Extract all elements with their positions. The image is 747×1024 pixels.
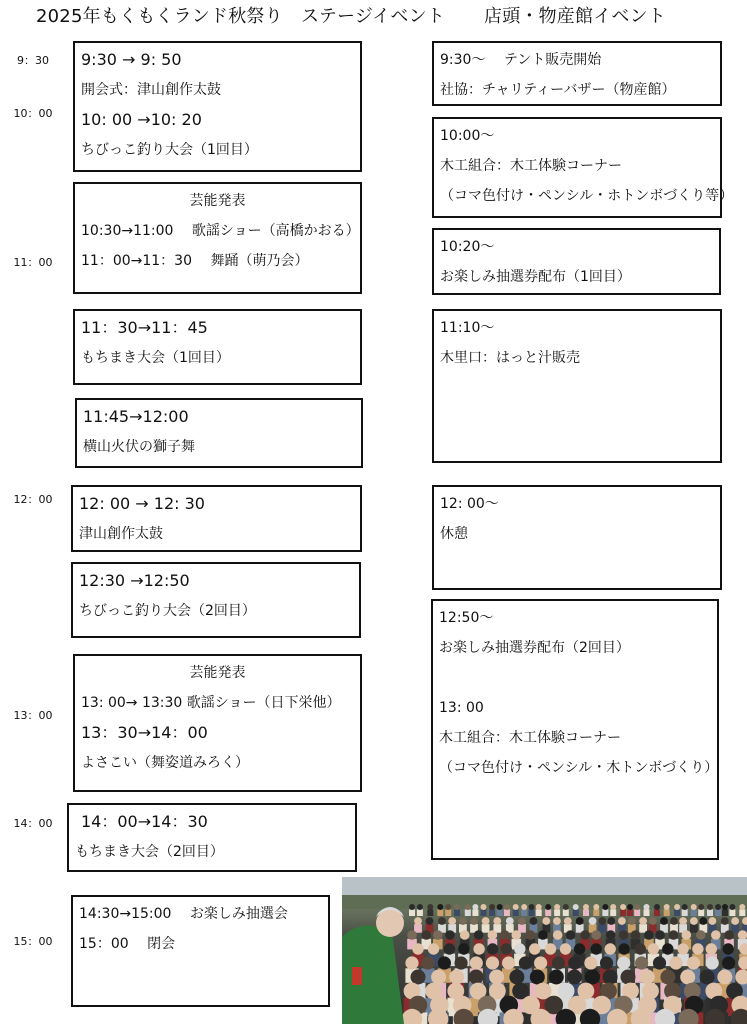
crowd-figure-head xyxy=(448,917,456,925)
shop-line: 12:50～ xyxy=(439,610,494,626)
crowd-figure-head xyxy=(409,904,415,910)
crowd-figure-head xyxy=(521,904,527,910)
shop-line: 社協：チャリティーバザー（物産館） xyxy=(440,82,676,98)
crowd-figure-head xyxy=(680,970,695,985)
time-label-1500: 15：00 xyxy=(13,935,53,948)
crowd-figure-head xyxy=(677,943,688,954)
crowd-figure-body xyxy=(620,909,626,916)
stage-block-mochimaki-1 xyxy=(73,309,362,385)
shop-line: 9:30～ テント販売開始 xyxy=(440,52,602,68)
crowd-figure-head xyxy=(691,904,697,910)
crowd-figure-body xyxy=(497,909,503,916)
crowd-figure-head xyxy=(554,904,560,910)
crowd-figure-head xyxy=(529,904,535,910)
crowd-figure-head xyxy=(699,917,707,925)
crowd-figure-body xyxy=(698,909,704,916)
crowd-figure-head xyxy=(422,930,432,940)
crowd-figure-body xyxy=(545,909,551,916)
crowd-figure-body xyxy=(593,909,599,916)
stage-block-taiko xyxy=(71,485,362,552)
crowd-figure-head xyxy=(618,917,626,925)
crowd-figure-head xyxy=(513,904,519,910)
crowd-figure-head xyxy=(417,904,423,910)
crowd-figure-head xyxy=(509,970,524,985)
crowd-figure-head xyxy=(618,943,629,954)
shop-line: 11:10～ xyxy=(440,320,495,336)
shop-block-tent-sales xyxy=(432,41,722,106)
crowd-figure-head xyxy=(690,917,698,925)
shop-line: 木工組合：木工体験コーナー xyxy=(440,158,622,174)
crowd-figure-head xyxy=(639,917,647,925)
crowd-figure-head xyxy=(458,943,469,954)
crowd-figure-head xyxy=(433,930,443,940)
crowd-figure-head xyxy=(482,917,490,925)
time-label-0930: 9：30 xyxy=(17,54,49,67)
crowd-figure-head xyxy=(542,917,550,925)
stage-block-shishimai xyxy=(75,398,363,468)
crowd-figure-head xyxy=(526,930,536,940)
crowd-figure-head xyxy=(445,904,451,910)
crowd-figure-head xyxy=(648,943,659,954)
stage-block-fishing-2 xyxy=(71,562,361,638)
crowd-figure-head xyxy=(500,930,510,940)
crowd-figure-head xyxy=(472,904,478,910)
crowd-figure-body xyxy=(529,909,535,916)
shop-line: 休憩 xyxy=(440,526,468,542)
crowd-figure-head xyxy=(692,943,703,954)
crowd-figure-head xyxy=(455,956,468,969)
crowd-figure-head xyxy=(530,917,538,925)
crowd-figure-head xyxy=(649,917,657,925)
crowd-figure-head xyxy=(566,930,576,940)
stage-line: 開会式：津山創作太鼓 xyxy=(81,82,221,98)
crowd-figure-head xyxy=(574,943,585,954)
crowd-figure-head xyxy=(469,970,484,985)
crowd-figure-body xyxy=(731,924,739,933)
stage-line: ちびっこ釣り大会（1回目） xyxy=(81,142,258,158)
crowd-figure-head xyxy=(669,956,682,969)
crowd-figure-head xyxy=(644,904,650,910)
crowd-figure-head xyxy=(504,904,510,910)
stage-block-mochimaki-2 xyxy=(67,803,357,872)
stage-line: 10:30→11:00 歌謡ショー（高橋かおる） xyxy=(81,223,360,239)
crowd-figure-head xyxy=(474,930,484,940)
crowd-figure-body xyxy=(682,909,688,916)
crowd-figure-body xyxy=(602,909,608,916)
crowd-figure-body xyxy=(489,909,495,916)
shop-line: 10:00～ xyxy=(440,128,495,144)
shop-line: 12: 00～ xyxy=(440,496,499,512)
shop-line: （コマ色付け・ペンシル・木トンボづくり） xyxy=(439,760,719,776)
crowd-figure-head xyxy=(437,904,443,910)
crowd-figure-head xyxy=(553,930,563,940)
crowd-figure-head xyxy=(600,956,613,969)
time-label-1100: 11：00 xyxy=(13,256,53,269)
crowd-figure-head xyxy=(421,956,434,969)
crowd-figure-body xyxy=(707,909,713,916)
crowd-figure-head xyxy=(563,904,569,910)
crowd-figure-head xyxy=(487,943,498,954)
crowd-figure-body xyxy=(739,909,745,916)
crowd-figure-head xyxy=(606,930,616,940)
crowd-figure-head xyxy=(501,943,512,954)
stage-title: 2025年もくもくランド秋祭り ステージイベント xyxy=(36,6,445,27)
crowd-figure-body xyxy=(482,924,490,933)
crowd-figure-body xyxy=(513,909,519,916)
stage-block-opening xyxy=(73,41,362,172)
crowd-figure-body xyxy=(554,909,560,916)
crowd-figure-body xyxy=(563,909,569,916)
stage-line: 10: 00 →10: 20 xyxy=(81,110,202,129)
crowd-figure-head xyxy=(631,930,641,940)
crowd-figure-head xyxy=(635,943,646,954)
crowd-figure-head xyxy=(552,956,565,969)
crowd-figure-head xyxy=(426,917,434,925)
crowd-figure-head xyxy=(620,904,626,910)
crowd-figure-head xyxy=(662,943,673,954)
time-label-1200: 12：00 xyxy=(13,493,53,506)
crowd-figure-head xyxy=(722,904,728,910)
stage-line: 11：30→11：45 xyxy=(81,318,208,337)
crowd-figure-head xyxy=(427,904,433,910)
crowd-figure-head xyxy=(700,970,715,985)
crowd-figure-head xyxy=(628,917,636,925)
crowd-figure-head xyxy=(644,930,654,940)
crowd-figure-head xyxy=(481,904,487,910)
crowd-figure-body xyxy=(573,909,579,916)
crowd-figure-head xyxy=(660,917,668,925)
crowd-figure-head xyxy=(412,943,423,954)
shop-block-afternoon xyxy=(431,599,719,860)
crowd-figure-head xyxy=(558,983,575,1000)
stage-line: 11：00→11：30 舞踊（萌乃会） xyxy=(81,253,309,269)
crowd-figure-head xyxy=(711,930,721,940)
stage-block-performances-1 xyxy=(73,182,362,294)
stage-block-heading: 芸能発表 xyxy=(189,665,246,681)
crowd-figure-head xyxy=(514,943,525,954)
crowd-figure-head xyxy=(721,917,729,925)
crowd-figure-head xyxy=(493,917,501,925)
festival-crowd-photo xyxy=(342,877,747,1024)
shop-title: 店頭・物産館イベント xyxy=(484,6,666,27)
crowd-figure-head xyxy=(534,956,547,969)
crowd-figure-head xyxy=(589,917,597,925)
stage-line: 9:30 → 9: 50 xyxy=(81,50,182,69)
crowd-figure-body xyxy=(722,909,728,916)
crowd-figure-head xyxy=(653,956,666,969)
crowd-figure-head xyxy=(449,970,464,985)
crowd-figure-head xyxy=(660,970,675,985)
stage-line: 12: 00 → 12: 30 xyxy=(79,494,205,513)
crowd-figure-body xyxy=(610,909,616,916)
shop-line: 13: 00 xyxy=(439,700,484,716)
stage-line: よさこい（舞姿道みろく） xyxy=(81,755,249,771)
crowd-figure-body xyxy=(445,909,451,916)
crowd-figure-body xyxy=(729,909,735,916)
crowd-figure-head xyxy=(573,904,579,910)
crowd-figure-head xyxy=(431,970,446,985)
crowd-figure-head xyxy=(414,917,422,925)
crowd-figure-head xyxy=(438,917,446,925)
crowd-figure-body xyxy=(437,909,443,916)
crowd-figure-body xyxy=(409,909,415,916)
crowd-figure-head xyxy=(460,930,470,940)
crowd-figure-head xyxy=(489,970,504,985)
crowd-figure-head xyxy=(634,904,640,910)
crowd-figure-head xyxy=(585,970,600,985)
crowd-figure-head xyxy=(549,970,564,985)
crowd-figure-body xyxy=(654,909,660,916)
crowd-figure-head xyxy=(696,930,706,940)
crowd-figure-head xyxy=(560,943,571,954)
crowd-figure-head xyxy=(682,904,688,910)
crowd-figure-head xyxy=(580,930,590,940)
crowd-figure-body xyxy=(472,909,478,916)
shop-block-woodwork-1 xyxy=(432,117,734,218)
crowd-figure-head xyxy=(583,904,589,910)
crowd-figure-body xyxy=(664,909,670,916)
crowd-figure-head xyxy=(470,917,478,925)
crowd-figure-head xyxy=(405,956,418,969)
stage-line: 津山創作太鼓 xyxy=(79,526,163,542)
stage-line: もちまき大会（2回目） xyxy=(75,844,224,860)
crowd-figure-head xyxy=(489,904,495,910)
crowd-figure-body xyxy=(414,924,422,933)
crowd-figure-head xyxy=(411,970,426,985)
crowd-figure-head xyxy=(592,930,602,940)
crowd-figure-head xyxy=(724,930,734,940)
crowd-figure-head xyxy=(742,917,747,925)
crowd-figure-head xyxy=(593,904,599,910)
crowd-figure-head xyxy=(707,904,713,910)
crowd-figure-head xyxy=(591,943,602,954)
crowd-figure-head xyxy=(621,970,636,985)
crowd-figure-head xyxy=(698,904,704,910)
crowd-figure-head xyxy=(538,930,548,940)
crowd-figure-head xyxy=(738,930,747,940)
crowd-figure-head xyxy=(470,956,483,969)
shop-block-hattojiru xyxy=(432,309,722,463)
crowd-figure-head xyxy=(717,970,732,985)
crowd-figure-head xyxy=(444,943,455,954)
crowd-figure-head xyxy=(670,917,678,925)
shop-line: 木工組合：木工体験コーナー xyxy=(439,730,621,746)
crowd-figure-head xyxy=(428,943,439,954)
crowd-figure-head xyxy=(731,917,739,925)
crowd-figure-head xyxy=(706,956,719,969)
crowd-figure-body xyxy=(417,909,423,916)
shop-line-spacer xyxy=(439,663,711,693)
crowd-figure-body xyxy=(521,909,527,916)
crowd-figure-head xyxy=(715,904,721,910)
crowd-illustration xyxy=(342,877,747,1024)
crowd-figure-head xyxy=(687,956,700,969)
stage-block-performances-2 xyxy=(73,654,362,792)
crowd-figure-head xyxy=(709,917,717,925)
stage-line: 15：00 閉会 xyxy=(79,936,176,952)
stage-line: 14:30→15:00 お楽しみ抽選会 xyxy=(79,906,288,922)
crowd-figure-head xyxy=(605,943,616,954)
crowd-figure-head xyxy=(438,956,451,969)
crowd-figure-head xyxy=(669,930,679,940)
time-label-1000: 10：00 xyxy=(13,107,53,120)
shop-line: （コマ色付け・ペンシル・ホトンボづくり等） xyxy=(440,188,734,204)
stage-line: もちまき大会（1回目） xyxy=(81,350,230,366)
crowd-figure-head xyxy=(602,904,608,910)
crowd-figure-head xyxy=(536,904,542,910)
shop-line: 10:20～ xyxy=(440,239,495,255)
crowd-figure-head xyxy=(488,930,498,940)
crowd-figure-head xyxy=(445,930,455,940)
crowd-figure-head xyxy=(529,943,540,954)
crowd-figure-head xyxy=(640,970,655,985)
crowd-figure-head xyxy=(655,930,665,940)
crowd-figure-head xyxy=(545,943,556,954)
crowd-figure-head xyxy=(617,956,630,969)
crowd-figure-head xyxy=(407,930,417,940)
crowd-figure-head xyxy=(497,904,503,910)
crowd-figure-head xyxy=(610,904,616,910)
crowd-figure-head xyxy=(635,956,648,969)
stage-block-closing xyxy=(71,895,330,1007)
crowd-figure-body xyxy=(536,909,542,916)
crowd-figure-head xyxy=(459,917,467,925)
crowd-figure-head xyxy=(518,917,526,925)
crowd-figure-body xyxy=(691,909,697,916)
crowd-figure-head xyxy=(682,930,692,940)
crowd-figure-body xyxy=(690,924,698,933)
stage-line: 11:45→12:00 xyxy=(83,407,189,426)
crowd-figure-head xyxy=(723,943,734,954)
crowd-figure-body xyxy=(598,924,606,933)
shop-block-break xyxy=(432,485,722,590)
shop-line: 木里口：はっと汁販売 xyxy=(440,350,580,366)
crowd-figure-body xyxy=(504,909,510,916)
crowd-figure-head xyxy=(619,930,629,940)
crowd-figure-head xyxy=(664,904,670,910)
crowd-figure-body xyxy=(427,909,433,916)
stage-block-heading: 芸能発表 xyxy=(189,193,246,209)
stage-line: 14：00→14：30 xyxy=(81,812,208,831)
crowd-figure-head xyxy=(506,917,514,925)
crowd-figure-head xyxy=(553,917,561,925)
stage-line: 12:30 →12:50 xyxy=(79,571,190,590)
crowd-figure-body xyxy=(715,909,721,916)
time-label-1300: 13：00 xyxy=(13,709,53,722)
crowd-figure-head xyxy=(564,917,572,925)
crowd-figure-head xyxy=(576,917,584,925)
crowd-figure-head xyxy=(627,904,633,910)
crowd-figure-head xyxy=(654,904,660,910)
crowd-figure-body xyxy=(583,909,589,916)
crowd-figure-head xyxy=(530,970,545,985)
shop-block-lottery-ticket-1 xyxy=(432,228,721,295)
crowd-figure-body xyxy=(454,909,460,916)
crowd-figure-body xyxy=(674,909,680,916)
crowd-figure-body xyxy=(465,909,471,916)
crowd-figure-head xyxy=(465,904,471,910)
stage-line: 13：30→14：00 xyxy=(81,723,208,742)
crowd-figure-head xyxy=(722,956,735,969)
stage-line: 横山火伏の獅子舞 xyxy=(83,439,195,455)
crowd-figure-head xyxy=(729,904,735,910)
crowd-figure-head xyxy=(679,917,687,925)
crowd-figure-head xyxy=(535,983,552,1000)
crowd-figure-body xyxy=(634,909,640,916)
crowd-figure-head xyxy=(512,930,522,940)
crowd-figure-head xyxy=(486,956,499,969)
crowd-figure-head xyxy=(674,904,680,910)
shop-line: お楽しみ抽選券配布（2回目） xyxy=(439,640,630,656)
crowd-figure-head xyxy=(545,904,551,910)
stage-line: 13: 00→ 13:30 歌謡ショー（日下栄他） xyxy=(81,695,341,711)
crowd-figure-head xyxy=(598,917,606,925)
crowd-figure-head xyxy=(739,904,745,910)
crowd-figure-body xyxy=(627,909,633,916)
crowd-figure-head xyxy=(603,970,618,985)
crowd-figure-body xyxy=(481,909,487,916)
crowd-figure-head xyxy=(502,956,515,969)
time-label-1400: 14：00 xyxy=(13,817,53,830)
crowd-figure-head xyxy=(567,970,582,985)
crowd-figure-head xyxy=(735,970,747,985)
crowd-figure-head xyxy=(519,956,532,969)
crowd-figure-head xyxy=(454,904,460,910)
crowd-figure-head xyxy=(568,956,581,969)
crowd-figure-body xyxy=(644,909,650,916)
crowd-figure-head xyxy=(706,943,717,954)
stage-line: ちびっこ釣り大会（2回目） xyxy=(79,603,256,619)
crowd-figure-head xyxy=(584,956,597,969)
crowd-figure-head xyxy=(607,917,615,925)
shop-line: お楽しみ抽選券配布（1回目） xyxy=(440,269,631,285)
crowd-figure-head xyxy=(473,943,484,954)
